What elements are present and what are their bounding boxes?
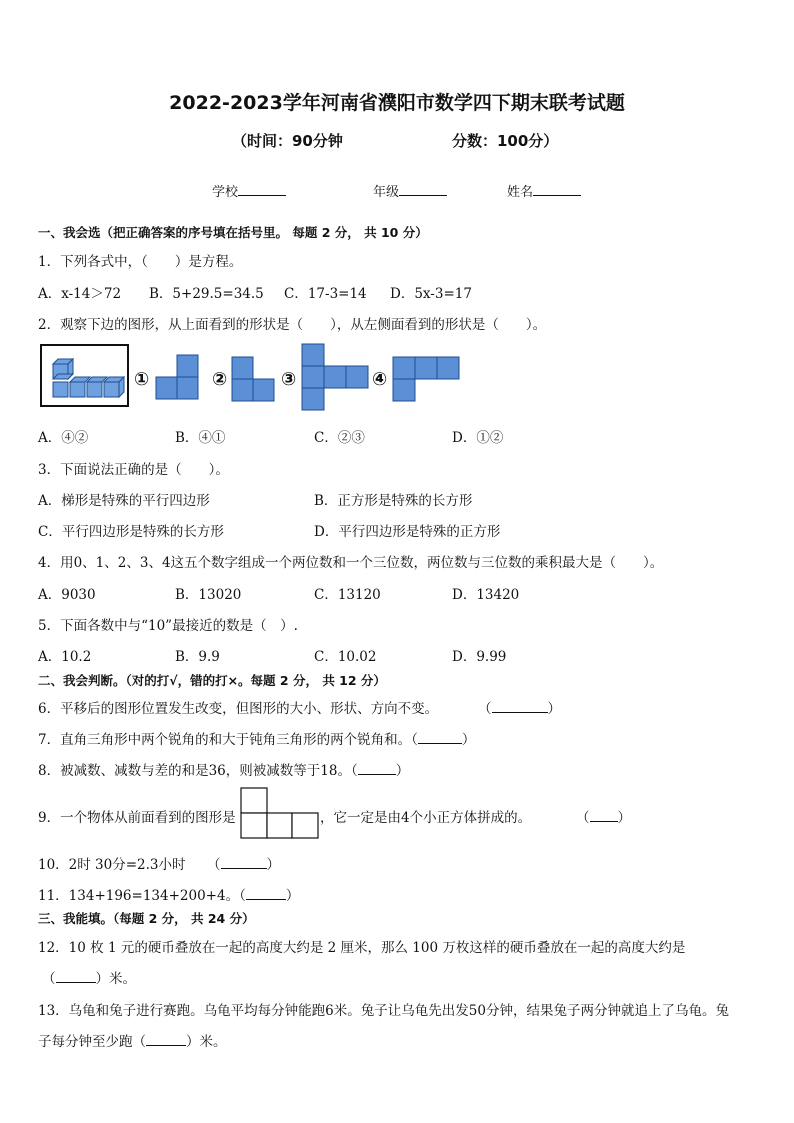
view-option-3 xyxy=(301,343,371,411)
q7-text: 7．直角三角形中两个锐角的和大于钝角三角形的两个锐角和。（ ） xyxy=(38,732,476,748)
q8-answer-blank[interactable] xyxy=(358,762,396,775)
q7-answer-blank[interactable] xyxy=(418,731,462,744)
q12-answer-blank[interactable] xyxy=(56,970,96,983)
q9-text-tail: ，它一定是由4个小正方体拼成的。 xyxy=(320,810,532,826)
q4-text: 4．用0、1、2、3、4这五个数字组成一个两位数和一个三位数，两位数与三位数的乘积最大是（ ）。 xyxy=(38,555,664,571)
q9-text: 9．一个物体从前面看到的图形是 xyxy=(38,810,236,826)
q11-text: 11．134+196=134+200+4。（ ） xyxy=(38,888,300,904)
q4-option-b: B．13020 xyxy=(175,587,242,603)
q2-option-b: B．④① xyxy=(175,430,226,446)
q2-text: 2．观察下边的图形，从上面看到的形状是（ ），从左侧面看到的形状是（ ）。 xyxy=(38,317,547,333)
q3-option-a: A．梯形是特殊的平行四边形 xyxy=(38,493,210,509)
q9-answer-blank[interactable]: （ ） xyxy=(576,810,631,826)
q5-option-b: B．9.9 xyxy=(175,649,220,665)
view-option-1 xyxy=(155,354,199,400)
q13-answer-blank[interactable] xyxy=(146,1033,186,1046)
q1-text: 1．下列各式中，（ ）是方程。 xyxy=(38,254,243,270)
q3-option-d: D．平行四边形是特殊的正方形 xyxy=(314,524,501,540)
q1-option-c: C．17-3=14 xyxy=(284,286,367,302)
q12-text: 12．10 枚 1 元的硬币叠放在一起的高度大约是 2 厘米，那么 100 万枚这样的硬币叠放在一起的高度大约是 xyxy=(38,940,686,956)
section2-heading: 二、我会判断。（对的打√，错的打×。每题 2 分， 共 12 分） xyxy=(38,673,386,688)
figure-label-1: ① xyxy=(134,369,150,390)
q10-text: 10．2时 30分=2.3小时 xyxy=(38,857,186,873)
page-title: 2022-2023学年河南省濮阳市数学四下期末联考试题 xyxy=(169,92,625,114)
figure-label-2: ② xyxy=(212,369,228,390)
school-field xyxy=(212,181,286,200)
name-label: 姓名 xyxy=(507,185,534,200)
q4-option-d: D．13420 xyxy=(452,587,520,603)
q9-front-view-figure xyxy=(240,787,320,840)
q5-option-d: D．9.99 xyxy=(452,649,507,665)
q4-option-c: C．13120 xyxy=(314,587,381,603)
figure-label-4: ④ xyxy=(372,369,388,390)
q3-text: 3．下面说法正确的是（ ）。 xyxy=(38,462,229,478)
q13-text: 13．乌龟和兔子进行赛跑。乌龟平均每分钟能跑6米。兔子让乌龟先出发50分钟，结果兔子两分钟就追上了乌龟。兔 xyxy=(38,1003,729,1019)
q1-option-d: D．5x-3=17 xyxy=(390,286,472,302)
q6-answer-blank[interactable]: （ ） xyxy=(478,701,561,717)
q3-option-c: C．平行四边形是特殊的长方形 xyxy=(38,524,224,540)
q4-option-a: A．9030 xyxy=(38,587,96,603)
q3-option-b: B．正方形是特殊的长方形 xyxy=(314,493,473,509)
q5-text: 5．下面各数中与“10”最接近的数是（ ）. xyxy=(38,618,298,634)
school-label: 学校 xyxy=(212,185,239,200)
q13-answer-line: 子每分钟至少跑（ ）米。 xyxy=(38,1034,227,1050)
q8-text: 8．被减数、减数与差的和是36，则被减数等于18。（ ） xyxy=(38,763,410,779)
exam-score: 分数：100分） xyxy=(452,132,559,150)
section3-heading: 三、我能填。（每题 2 分， 共 24 分） xyxy=(38,911,255,926)
q5-option-a: A．10.2 xyxy=(38,649,92,665)
name-field xyxy=(507,181,581,200)
q1-option-b: B．5+29.5=34.5 xyxy=(149,286,264,302)
cube-model-figure xyxy=(40,344,130,408)
exam-time: （时间：90分钟 xyxy=(232,132,343,150)
section1-heading: 一、我会选（把正确答案的序号填在括号里。 每题 2 分， 共 10 分） xyxy=(38,225,428,240)
grade-label: 年级 xyxy=(373,185,400,200)
grade-field xyxy=(373,181,447,200)
q1-option-a: A．x-14＞72 xyxy=(38,286,122,302)
q12-answer-line: （ ）米。 xyxy=(42,971,136,987)
q2-option-d: D．①② xyxy=(452,430,504,446)
q2-option-c: C．②③ xyxy=(314,430,365,446)
q2-option-a: A．④② xyxy=(38,430,89,446)
q5-option-c: C．10.02 xyxy=(314,649,377,665)
view-option-2 xyxy=(231,356,275,402)
view-option-4 xyxy=(392,356,462,403)
q10-answer-blank[interactable]: （ ） xyxy=(207,857,280,873)
figure-label-3: ③ xyxy=(281,369,297,390)
q11-answer-blank[interactable] xyxy=(246,887,286,900)
q6-text: 6．平移后的图形位置发生改变，但图形的大小、形状、方向不变。 xyxy=(38,701,439,717)
